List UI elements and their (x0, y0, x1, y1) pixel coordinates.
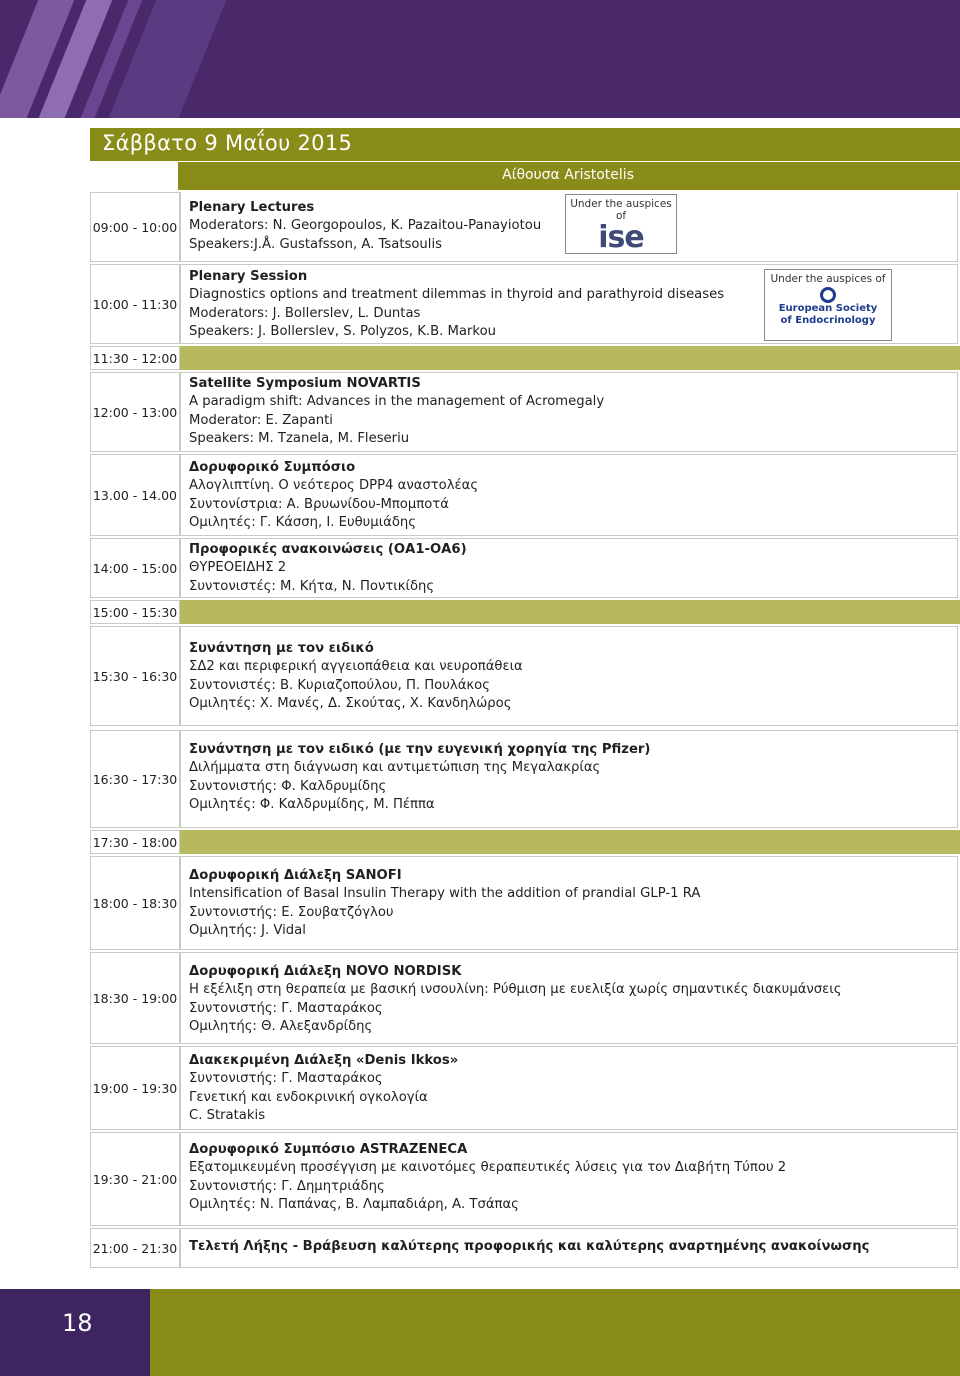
session-moderators: Συντονιστής: Φ. Καλδρυμίδης (189, 778, 387, 794)
session-topic: Γενετική και ενδοκρινική ογκολογία (189, 1089, 428, 1105)
session-title: Δορυφορικό Συμπόσιο ASTRAZENECA (189, 1142, 468, 1157)
session-novartis (180, 372, 958, 452)
session-topic: Intensification of Basal Insulin Therapy with the addition of prandial GLP-1 RA (189, 886, 701, 902)
session-moderators: Συντονιστής: Γ. Μασταράκος (189, 1000, 383, 1016)
session-topic: ΣΔ2 και περιφερική αγγειοπάθεια και νευροπάθεια (189, 659, 523, 675)
session-title: Προφορικές ανακοινώσεις (ΟΑ1-ΟΑ6) (189, 542, 467, 557)
hall-name: Αίθουσα Aristotelis (502, 167, 634, 183)
session-plenary-lectures (180, 192, 958, 262)
time-slot: 12:00 - 13:00 (90, 372, 180, 452)
session-moderators: Συντονιστής: Γ. Μασταράκος (189, 1071, 383, 1087)
time-slot: 19:00 - 19:30 (90, 1046, 180, 1130)
session-moderators: Συντονιστής: Γ. Δημητριάδης (189, 1178, 385, 1194)
ese-emblem-icon (820, 287, 836, 303)
time-slot: 15:30 - 16:30 (90, 626, 180, 726)
session-novo-nordisk (180, 952, 958, 1044)
time-slot: 09:00 - 10:00 (90, 192, 180, 262)
header-banner (0, 0, 960, 118)
session-meet-expert-pfizer (180, 730, 958, 828)
break-bar (180, 600, 960, 624)
day-title: Σάββατο 9 Μαΐου 2015 (102, 131, 353, 155)
ese-name-line: of Endocrinology (780, 315, 876, 326)
session-title: Plenary Lectures (189, 200, 315, 215)
session-moderators: Moderators: J. Bollerslev, L. Duntas (189, 305, 421, 321)
day-title-bar (90, 128, 960, 161)
session-speakers: Ομιλητές: Γ. Κάσση, Ι. Ευθυμιάδης (189, 515, 417, 531)
session-title: Plenary Session (189, 269, 308, 284)
time-slot: 16:30 - 17:30 (90, 730, 180, 828)
session-moderators: Moderator: E. Zapanti (189, 412, 333, 428)
session-topic: Εξατομικευμένη προσέγγιση με καινοτόμες θεραπευτικές λύσεις για τον Διαβήτη Τύπου 2 (189, 1160, 787, 1176)
time-slot: 21:00 - 21:30 (90, 1228, 180, 1268)
page-number: 18 (62, 1309, 93, 1337)
session-moderators: Συντονιστής: Ε. Σουβατζόγλου (189, 904, 394, 920)
session-title: Διακεκριμένη Διάλεξη «Denis Ikkos» (189, 1053, 459, 1068)
session-title: Satellite Symposium NOVARTIS (189, 376, 421, 391)
session-speakers: Ομιλητής: Θ. Αλεξανδρίδης (189, 1019, 373, 1035)
session-moderators: Συντονιστές: Β. Κυριαζοπούλου, Π. Πουλάκος (189, 677, 490, 693)
session-speakers: Ομιλητές: Ν. Παπάνας, Β. Λαμπαδιάρη, Α. Τσάπας (189, 1197, 519, 1213)
session-topic: Diagnostics options and treatment dilemmas in thyroid and parathyroid diseases (189, 287, 725, 303)
session-ikkos-lecture (180, 1046, 958, 1130)
session-plenary-session (180, 264, 958, 344)
time-slot: 11:30 - 12:00 (90, 346, 180, 370)
session-moderators: Συντονίστρια: Α. Βρυωνίδου-Μπομποτά (189, 496, 449, 512)
session-title: Συνάντηση με τον ειδικό (με την ευγενική χορηγία της Pfizer) (189, 742, 651, 757)
session-sanofi (180, 856, 958, 950)
session-title: Δορυφορική Διάλεξη NOVO NORDISK (189, 964, 462, 979)
session-oral (180, 538, 958, 598)
session-closing-ceremony (180, 1228, 958, 1268)
session-speakers: Speakers:J.Å. Gustafsson, A. Tsatsoulis (189, 236, 442, 252)
session-title: Δορυφορικό Συμπόσιο (189, 460, 356, 475)
time-slot: 19:30 - 21:00 (90, 1132, 180, 1226)
session-speakers: Ομιλητές: Χ. Μανές, Δ. Σκούτας, Χ. Κανδηλώρος (189, 696, 512, 712)
hall-bar (178, 162, 960, 190)
session-topic: ΘΥΡΕΟΕΙΔΗΣ 2 (189, 560, 287, 576)
session-speakers: Ομιλητής: J. Vidal (189, 923, 306, 939)
time-slot: 14:00 - 15:00 (90, 538, 180, 598)
page-number-box (0, 1289, 150, 1376)
time-slot: 17:30 - 18:00 (90, 830, 180, 854)
session-moderators: Moderators: N. Georgopoulos, K. Pazaitou-Panayiotou (189, 218, 542, 234)
time-slot: 15:00 - 15:30 (90, 600, 180, 624)
session-speakers: Speakers: J. Bollerslev, S. Polyzos, K.B. Markou (189, 324, 496, 340)
session-moderators: Συντονιστές: Μ. Κήτα, Ν. Ποντικίδης (189, 578, 435, 594)
ese-name-line: European Society (778, 303, 878, 314)
session-speakers: Speakers: M. Tzanela, M. Fleseriu (189, 431, 410, 447)
time-slot: 18:30 - 19:00 (90, 952, 180, 1044)
session-title: Τελετή Λήξης - Βράβευση καλύτερης προφορικής και καλύτερης αναρτημένης ανακοίνωσης (189, 1239, 870, 1254)
session-astrazeneca (180, 1132, 958, 1226)
session-satellite (180, 454, 958, 536)
time-slot: 18:00 - 18:30 (90, 856, 180, 950)
session-title: Συνάντηση με τον ειδικό (189, 641, 374, 656)
time-slot: 10:00 - 11:30 (90, 264, 180, 344)
ese-logo (764, 269, 892, 341)
session-speakers: C. Stratakis (189, 1108, 266, 1124)
ise-logo-mark: ise (598, 220, 644, 255)
ise-logo (565, 194, 677, 254)
session-topic: A paradigm shift: Advances in the management of Acromegaly (189, 394, 605, 410)
auspices-caption: Under the auspices of (570, 198, 672, 222)
session-topic: Αλογλιπτίνη. Ο νεότερος DPP4 αναστολέας (189, 478, 479, 494)
break-bar (180, 346, 960, 370)
session-meet-expert (180, 626, 958, 726)
auspices-caption: Under the auspices of (770, 273, 886, 285)
session-topic: Διλήμματα στη διάγνωση και αντιμετώπιση της Μεγαλακρίας (189, 760, 601, 776)
session-title: Δορυφορική Διάλεξη SANOFI (189, 868, 402, 883)
session-topic: Η εξέλιξη στη θεραπεία με βασική ινσουλίνη: Ρύθμιση με ευελιξία χωρίς σημαντικές διακυμάνσεις (189, 982, 842, 998)
session-speakers: Ομιλητές: Φ. Καλδρυμίδης, Μ. Πέππα (189, 797, 435, 813)
break-bar (180, 830, 960, 854)
time-slot: 13.00 - 14.00 (90, 454, 180, 536)
